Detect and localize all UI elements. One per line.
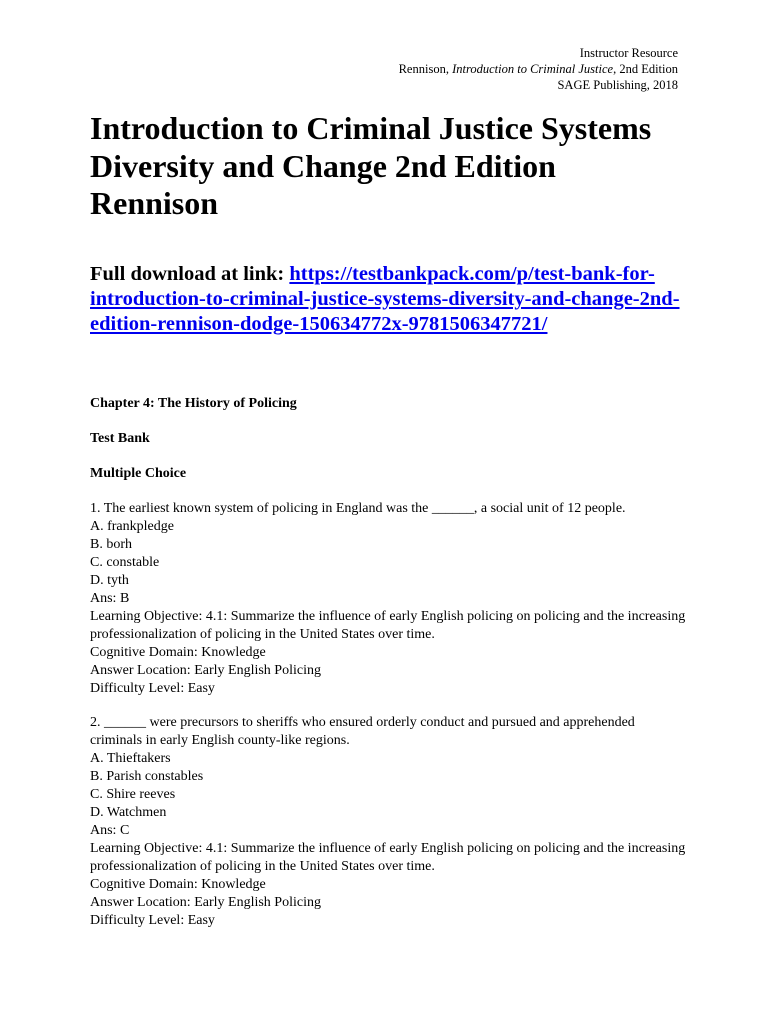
header-book-title: Introduction to Criminal Justice <box>452 62 614 76</box>
header-edition: , 2nd Edition <box>613 62 678 76</box>
learning-objective: Learning Objective: 4.1: Summarize the influence of early English policing on policing and the increasing professionalization of policing in the United States over time. <box>90 841 686 874</box>
chapter-heading: Chapter 4: The History of Policing <box>90 396 297 411</box>
question-2 <box>90 714 690 930</box>
answer-key: Ans: C <box>90 823 130 838</box>
answer-option: A. Thieftakers <box>90 751 171 766</box>
answer-option: B. borh <box>90 537 132 552</box>
answer-option: B. Parish constables <box>90 769 204 784</box>
cognitive-domain: Cognitive Domain: Knowledge <box>90 645 266 660</box>
title-line-1: Introduction to Criminal Justice Systems <box>90 110 652 146</box>
document-body <box>90 395 690 930</box>
document-header <box>399 45 678 93</box>
question-stem: 2. ______ were precursors to sheriffs who ensured orderly conduct and pursued and apprehended criminals in early English county-like regions. <box>90 715 635 748</box>
header-author: Rennison, <box>398 62 453 76</box>
answer-option: D. tyth <box>90 573 129 588</box>
download-label: Full download at link: <box>90 263 290 285</box>
download-link-part-3: edition-rennison-dodge-150634772x-9781506347721/ <box>90 313 548 335</box>
subsection-heading: Multiple Choice <box>90 466 187 481</box>
header-resource-label: Instructor Resource <box>579 46 678 60</box>
section-heading: Test Bank <box>90 431 150 446</box>
difficulty-level: Difficulty Level: Easy <box>90 913 215 928</box>
answer-location: Answer Location: Early English Policing <box>90 663 321 678</box>
answer-key: Ans: B <box>90 591 130 606</box>
question-1 <box>90 500 690 698</box>
answer-location: Answer Location: Early English Policing <box>90 895 321 910</box>
cognitive-domain: Cognitive Domain: Knowledge <box>90 877 266 892</box>
download-link-part-1: https://testbankpack.com/p/test-bank-for- <box>289 263 655 285</box>
answer-option: C. Shire reeves <box>90 787 176 802</box>
document-title <box>90 110 690 223</box>
answer-option: D. Watchmen <box>90 805 167 820</box>
answer-option: C. constable <box>90 555 160 570</box>
download-section <box>90 262 690 337</box>
answer-option: A. frankpledge <box>90 519 174 534</box>
download-link-part-2: introduction-to-criminal-justice-systems-diversity-and-change-2nd- <box>90 288 680 310</box>
title-line-3: Rennison <box>90 185 219 221</box>
question-stem: 1. The earliest known system of policing in England was the ______, a social unit of 12 people. <box>90 501 626 516</box>
difficulty-level: Difficulty Level: Easy <box>90 681 215 696</box>
title-line-2: Diversity and Change 2nd Edition <box>90 147 556 184</box>
header-publisher: SAGE Publishing, 2018 <box>557 78 678 92</box>
header-citation <box>399 61 678 77</box>
learning-objective: Learning Objective: 4.1: Summarize the influence of early English policing on policing and the increasing professionalization of policing in the United States over time. <box>90 609 686 642</box>
